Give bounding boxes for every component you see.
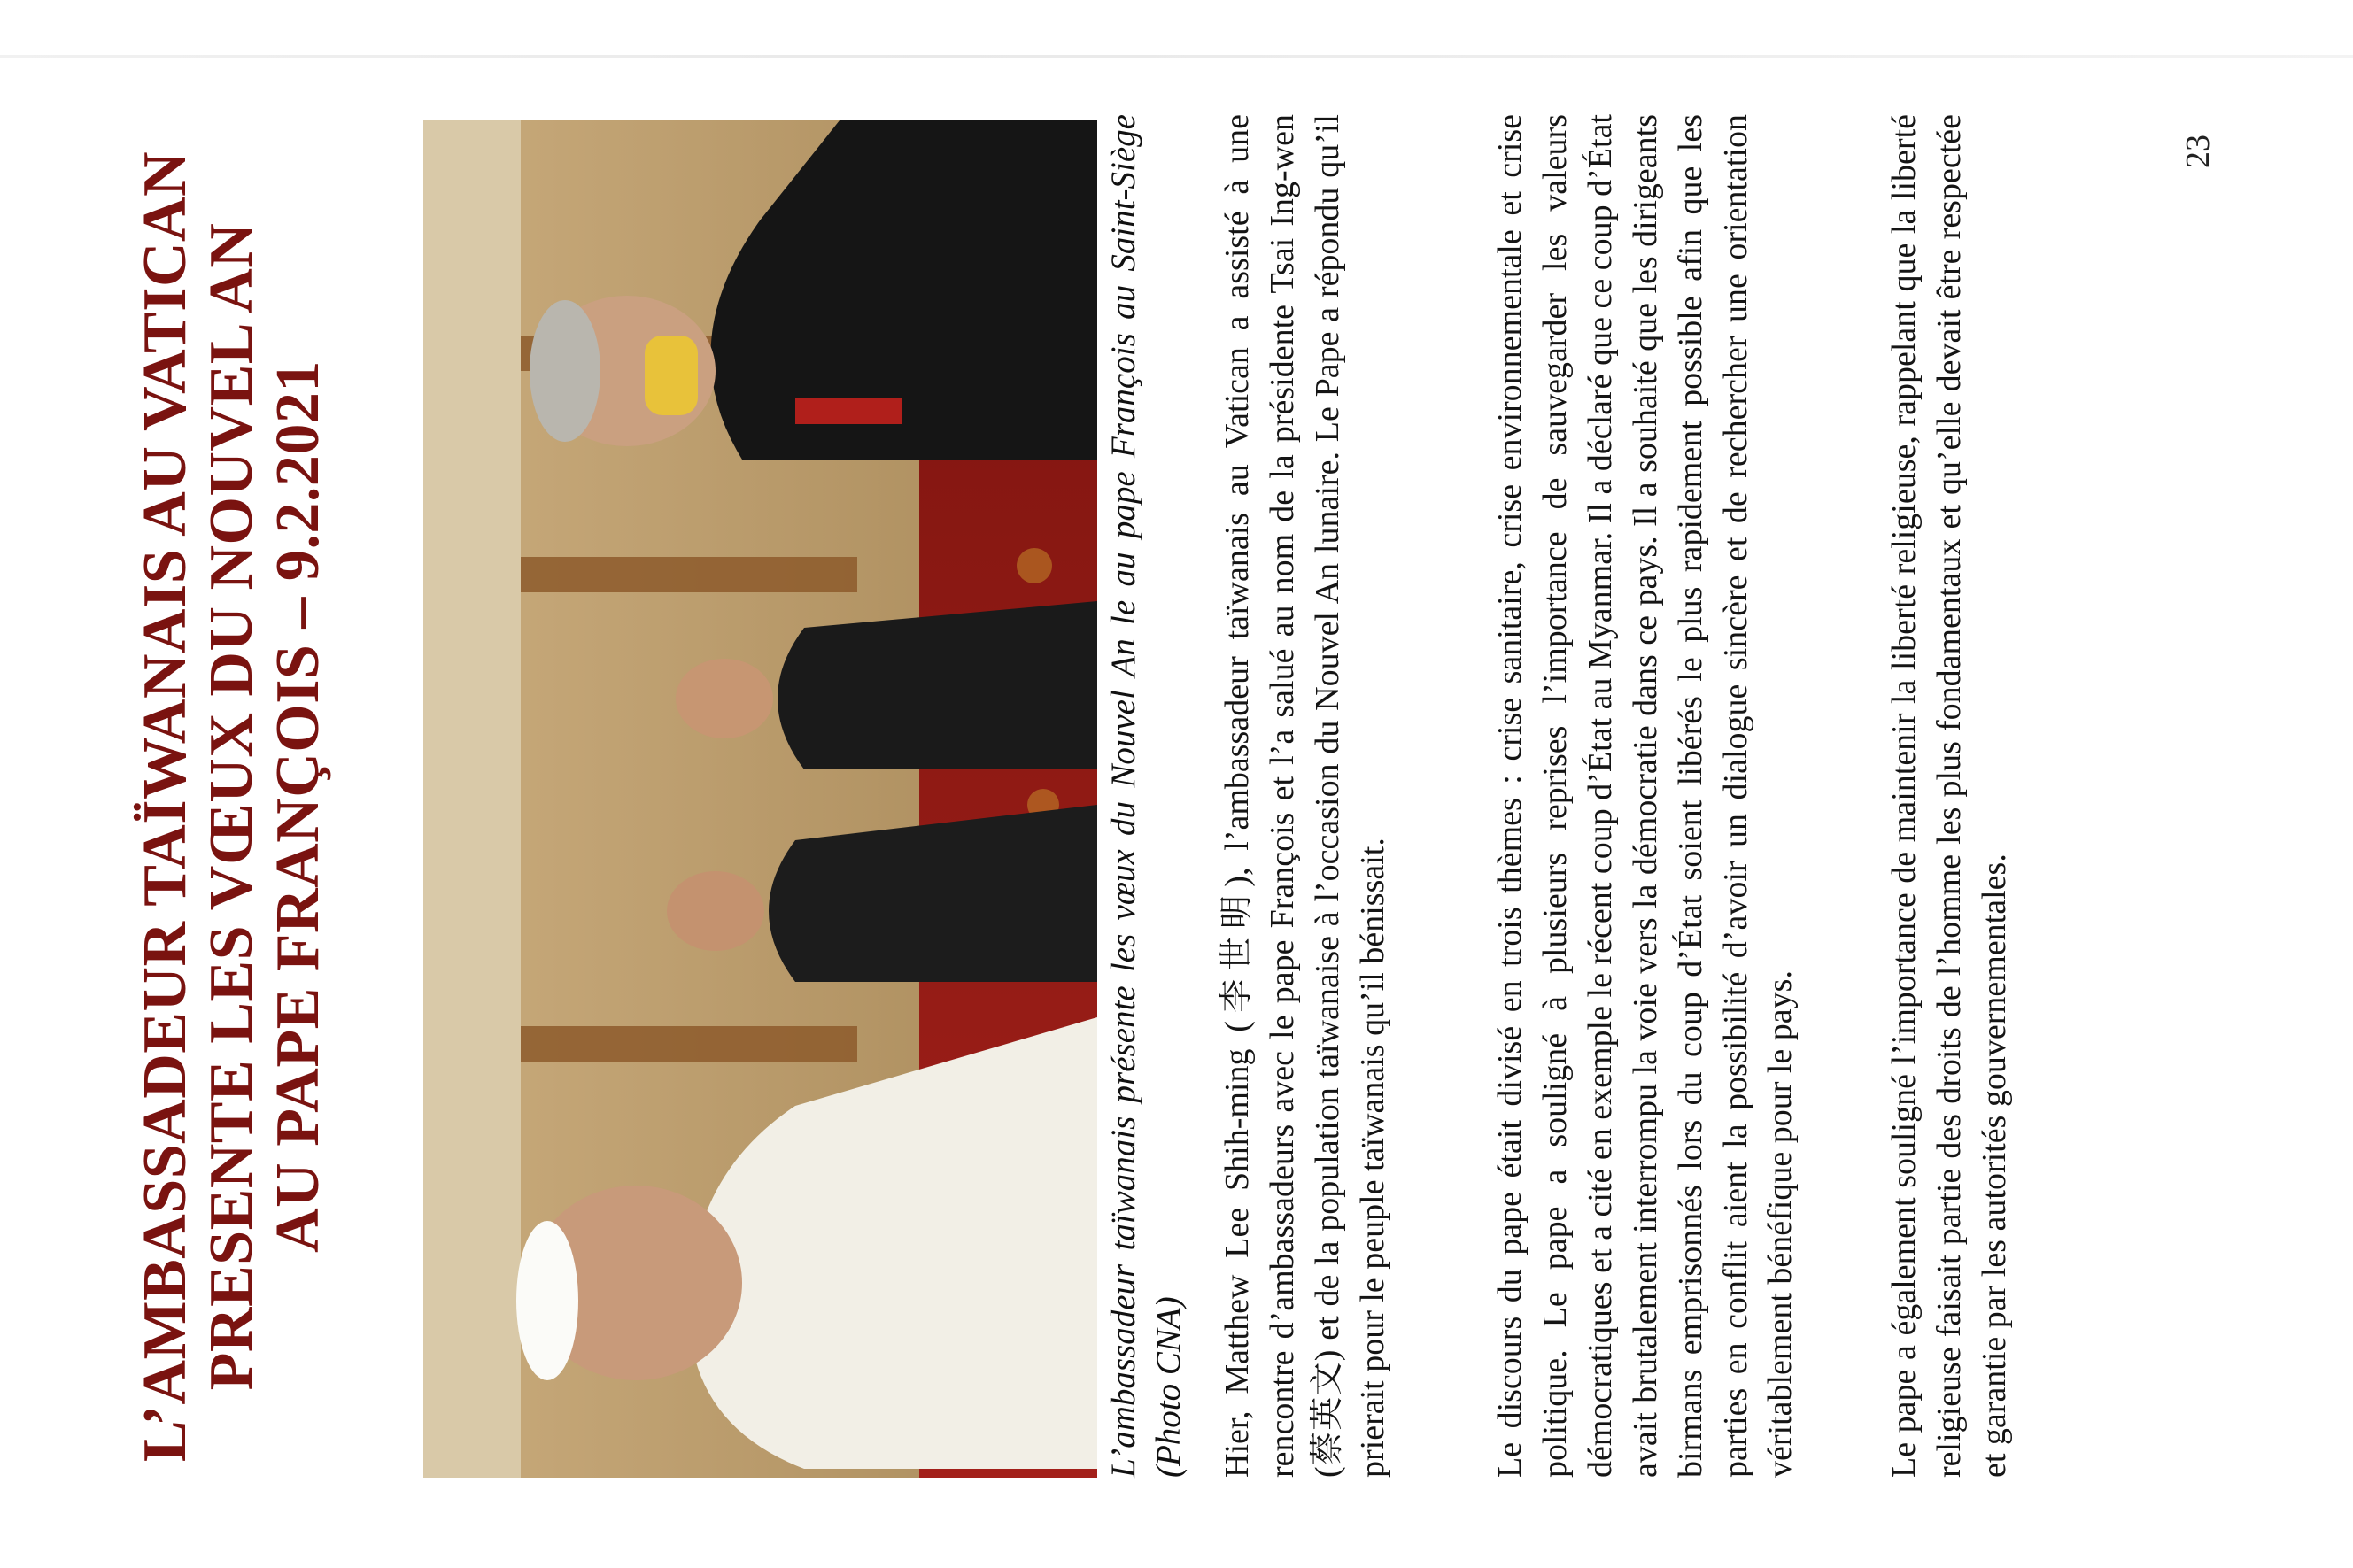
paragraph-3: Le pape a également souligné l’importance de maintenir la liberté religieuse, rappelant que la liberté religieuse faisait partie des droits de l’homme les plus fondamentaux et qu’elle devait être respectée et garantie par les autorités gouvernementales.: [1885, 114, 2013, 1478]
page-number: 23: [2179, 135, 2217, 168]
article-photo: [423, 120, 1097, 1478]
title-line-2: PRESENTE LES VŒUX DU NOUVEL AN: [197, 222, 266, 1391]
photo-caption: L’ambassadeur taïwanais présente les vœux du Nouvel An le au pape François au Saint-Siège (Photo CNA): [1104, 114, 1188, 1478]
paragraph-2: Le discours du pape était divisé en trois thèmes : crise sanitaire, crise environnementale et crise politique. Le pape a souligné à plusieurs reprises l’importance de sauvegarder les valeurs démocratiques et a cité en exemple le récent coup d’État au Myanmar. Il a déclaré que ce coup d’État avait brutalement interrompu la voie vers la démocratie dans ce pays. Il a souhaité que les dirigeants birmans emprisonnés lors du coup d’État soient libérés le plus rapidement possible afin que les parties en conflit aient la possibilité d’avoir un dialogue sincère et de rechercher une orientation véritablement bénéfique pour le pays.: [1491, 114, 1800, 1478]
photo-illustration: [423, 120, 1097, 1478]
title-line-1: L’AMBASSADEUR TAÏWANAIS AU VATICAN: [131, 151, 199, 1463]
article-title: [133, 116, 332, 1497]
title-line-3: AU PAPE FRANÇOIS – 9.2.2021: [263, 360, 332, 1253]
face-mask: [645, 336, 698, 415]
paragraph-1: Hier, Matthew Lee Shih-ming (李世明), l’ambassadeur taïwanais au Vatican a assisté à une rencontre d’ambassadeurs avec le pape François et l’a salué au nom de la présidente Tsai Ing-wen (蔡英文) et de la population taïwanaise à l’occasion du Nouvel An lunaire. Le Pape a répondu qu’il prierait pour le peuple taïwanais qu’il bénissait.: [1219, 114, 1391, 1478]
